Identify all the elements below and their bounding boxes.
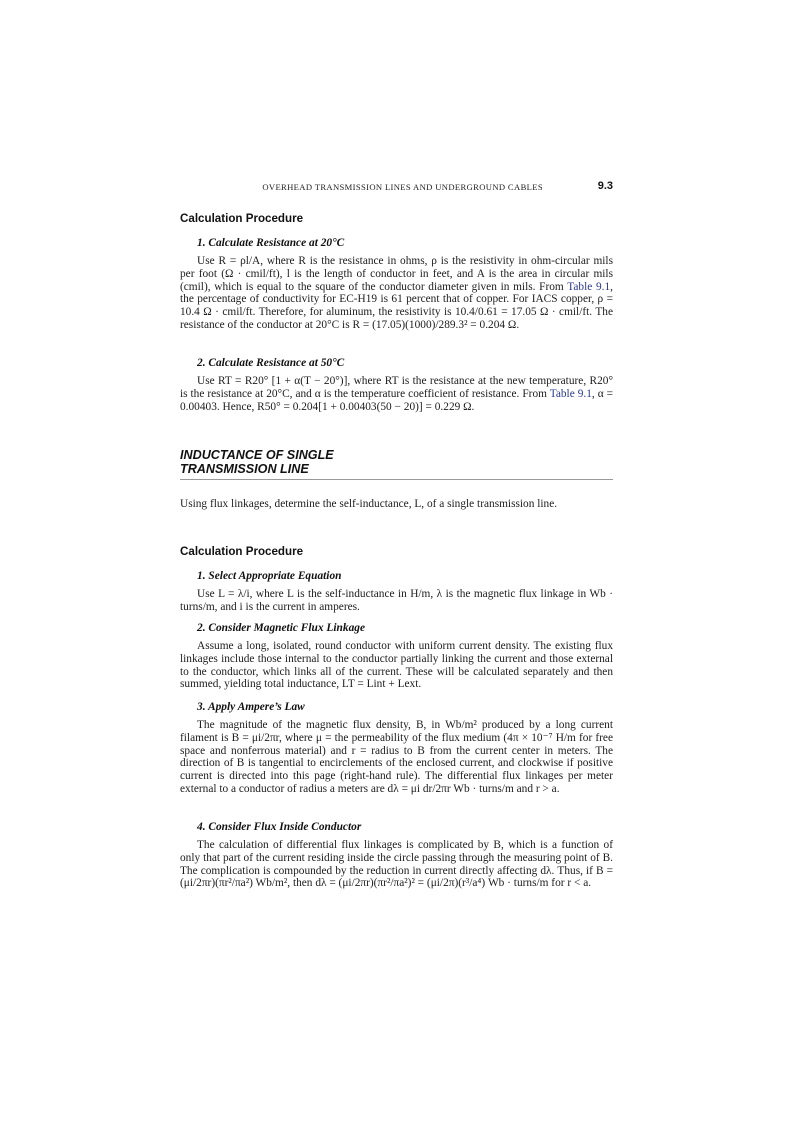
paragraph-magnetic-flux-linkage: Assume a long, isolated, round conductor with uniform current density. The existing flux linkages include those internal to the conductor partially linking the current and those external to the conductor, which links all of the current. These will be calculated separately and then summed, yielding total inductance, LT = Lint + Lext.: [180, 640, 613, 691]
step-calc-resistance-20: 1. Calculate Resistance at 20°C: [197, 237, 345, 249]
intro-paragraph: Using flux linkages, determine the self-inductance, L, of a single transmission line.: [180, 498, 558, 510]
step-flux-inside-conductor: 4. Consider Flux Inside Conductor: [197, 821, 362, 833]
section-title-inductance: [180, 448, 613, 480]
step-calc-resistance-50: 2. Calculate Resistance at 50°C: [197, 357, 345, 369]
paragraph-amperes-law: The magnitude of the magnetic flux density, B, in Wb/m² produced by a long current filament is B = μi/2πr, where μ = the permeability of the flux medium (4π × 10⁻⁷ H/m for free space and nonferrous material) and r = radius to B from the current center in meters. The direction of B is tangential to encirclements of the enclosed current, and clockwise if positive current is directed into this page (right-hand rule). The differential flux linkages per meter external to a conductor of radius a meters are dλ = μi dr/2πr Wb · turns/m and r > a.: [180, 719, 613, 795]
paragraph-resistance-20: Use R = ρl/A, where R is the resistance in ohms, ρ is the resistivity in ohm-circular mils per foot (Ω · cmil/ft), l is the length of conductor in feet, and A is the area in circular mils (cmil), which is equal to the square of the conductor diameter given in mils. From Table 9.1, the percentage of conductivity for EC-H19 is 61 percent that of copper. For IACS copper, ρ = 10.4 Ω · cmil/ft. Therefore, for aluminum, the resistivity is 10.4/0.61 = 17.05 Ω · cmil/ft. The resistance of the conductor at 20°C is R = (17.05)(1000)/289.3² = 0.204 Ω.: [180, 255, 613, 331]
paragraph-select-equation: Use L = λ/i, where L is the self-inductance in H/m, λ is the magnetic flux linkage in Wb · turns/m, and i is the current in amperes.: [180, 588, 613, 613]
section-title-line-2: TRANSMISSION LINE: [180, 462, 309, 476]
running-title: OVERHEAD TRANSMISSION LINES AND UNDERGROUND CABLES: [262, 182, 543, 192]
paragraph-resistance-50: Use RT = R20° [1 + α(T − 20°)], where RT is the resistance at the new temperature, R20° is the resistance at 20°C, and α is the temperature coefficient of resistance. From Table 9.1, α = 0.00403. Hence, R50° = 0.204[1 + 0.00403(50 − 20)] = 0.229 Ω.: [180, 375, 613, 413]
section-title-line-1: INDUCTANCE OF SINGLE: [180, 448, 334, 462]
calculation-procedure-heading-1: Calculation Procedure: [180, 212, 304, 225]
page-number: 9.3: [597, 180, 613, 192]
step-amperes-law: 3. Apply Ampere’s Law: [197, 701, 305, 713]
running-head: [180, 180, 613, 196]
step-select-equation: 1. Select Appropriate Equation: [197, 570, 342, 582]
table-reference-link[interactable]: Table 9.1: [549, 387, 592, 400]
step-magnetic-flux-linkage: 2. Consider Magnetic Flux Linkage: [197, 622, 366, 634]
paragraph-flux-inside-conductor: The calculation of differential flux linkages is complicated by B, which is a function of only that part of the current residing inside the circle passing through the measuring point of B. The complication is compounded by the reduction in current directly affecting dλ. Thus, if B = (μi/2πr)(πr²/πa²) Wb/m², then dλ = (μi/2πr)(πr²/πa²)² = (μi/2π)(r³/a⁴) Wb · turns/m for r < a.: [180, 839, 613, 890]
calculation-procedure-heading-2: Calculation Procedure: [180, 545, 304, 558]
table-reference-link[interactable]: Table 9.1: [567, 280, 611, 293]
